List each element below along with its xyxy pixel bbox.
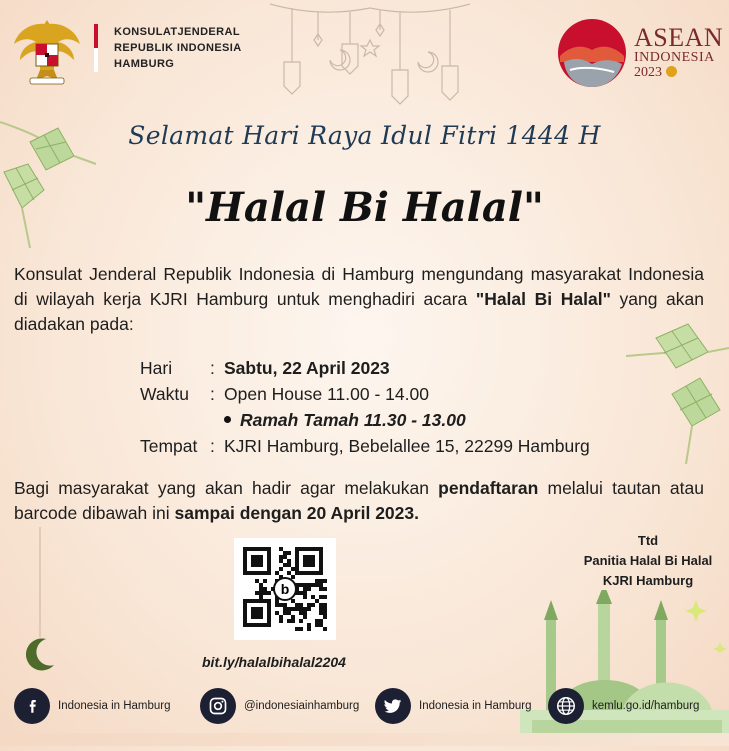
social-facebook[interactable] xyxy=(14,688,171,724)
detail-place-row xyxy=(140,434,590,460)
day-label: Hari xyxy=(140,358,173,378)
facebook-label: Indonesia in Hamburg xyxy=(58,700,171,712)
header-divider xyxy=(94,24,98,72)
event-title: "Halal Bi Halal" xyxy=(185,184,544,231)
twitter-label: Indonesia in Hamburg xyxy=(419,700,532,712)
place-value: KJRI Hamburg, Bebelallee 15, 22299 Hamburg xyxy=(224,436,590,456)
instagram-label: @indonesiainhamburg xyxy=(244,700,360,712)
garuda-emblem-icon xyxy=(12,14,82,86)
consulate-line-3: HAMBURG xyxy=(114,58,175,70)
asean-logo-icon xyxy=(556,16,628,90)
crescent-moon-icon xyxy=(20,527,60,677)
footer-band xyxy=(0,733,729,746)
event-details xyxy=(140,356,590,460)
intro-highlight: "Halal Bi Halal" xyxy=(475,289,611,309)
asean-country: INDONESIA xyxy=(634,50,715,66)
asean-year: 2023 xyxy=(634,66,723,81)
qr-code-icon xyxy=(243,547,327,631)
intro-text: Konsulat Jenderal Republik Indonesia di Hamburg mengundang masyarakat Indonesia di wilayah kerja KJRI Hamburg untuk menghadiri acara xyxy=(14,264,704,309)
place-label: Tempat xyxy=(140,436,198,456)
consulate-name xyxy=(114,24,242,72)
consulate-line-2: REPUBLIK INDONESIA xyxy=(114,42,242,54)
asean-logo-text xyxy=(634,24,723,81)
bullet-icon xyxy=(224,416,231,423)
signature-committee: Panitia Halal Bi Halal xyxy=(583,553,713,568)
registration-note xyxy=(14,476,704,526)
social-twitter[interactable] xyxy=(375,688,532,724)
time-label: Waktu xyxy=(140,384,189,404)
registration-bold-1: pendaftaran xyxy=(438,478,539,498)
detail-time-row xyxy=(140,382,590,408)
registration-deadline: sampai dengan 20 April 2023. xyxy=(174,503,419,523)
instagram-icon xyxy=(200,688,236,724)
sparkle-decoration xyxy=(684,598,729,653)
website-label: kemlu.go.id/hamburg xyxy=(592,700,700,712)
signature-org: KJRI Hamburg xyxy=(602,573,694,588)
time-colon: : xyxy=(210,384,215,404)
signature-block xyxy=(568,531,728,591)
detail-day-row xyxy=(140,356,590,382)
globe-icon xyxy=(548,688,584,724)
registration-text-2: melalui tautan atau barcode dibawah ini xyxy=(14,478,704,523)
facebook-icon xyxy=(14,688,50,724)
registration-link[interactable]: bit.ly/halalbihalal2204 xyxy=(202,654,346,670)
svg-text:b: b xyxy=(280,581,290,597)
greeting-heading: Selamat Hari Raya Idul Fitri 1444 H xyxy=(128,121,601,150)
intro-suffix: yang akan diadakan pada: xyxy=(14,289,704,334)
hanging-lanterns-decoration xyxy=(270,0,470,120)
day-value: Sabtu, 22 April 2023 xyxy=(224,358,390,378)
place-colon: : xyxy=(210,436,215,456)
time-value: Open House 11.00 - 14.00 xyxy=(224,384,429,404)
ketupat-left-decoration xyxy=(0,112,110,252)
day-colon: : xyxy=(210,358,215,378)
social-instagram[interactable] xyxy=(200,688,359,724)
asean-title: ASEAN xyxy=(634,23,724,52)
qr-code[interactable] xyxy=(234,538,336,640)
time-extra-value: Ramah Tamah 11.30 - 13.00 xyxy=(240,410,466,430)
invitation-intro xyxy=(14,262,704,337)
detail-time-extra-row xyxy=(140,408,590,434)
consulate-line-1: KONSULATJENDERAL xyxy=(114,26,240,38)
ketupat-right-decoration xyxy=(616,318,729,468)
signature-ttd: Ttd xyxy=(637,533,659,548)
registration-text-1: Bagi masyarakat yang akan hadir agar melakukan xyxy=(14,478,439,498)
twitter-icon xyxy=(375,688,411,724)
social-website[interactable] xyxy=(548,688,699,724)
